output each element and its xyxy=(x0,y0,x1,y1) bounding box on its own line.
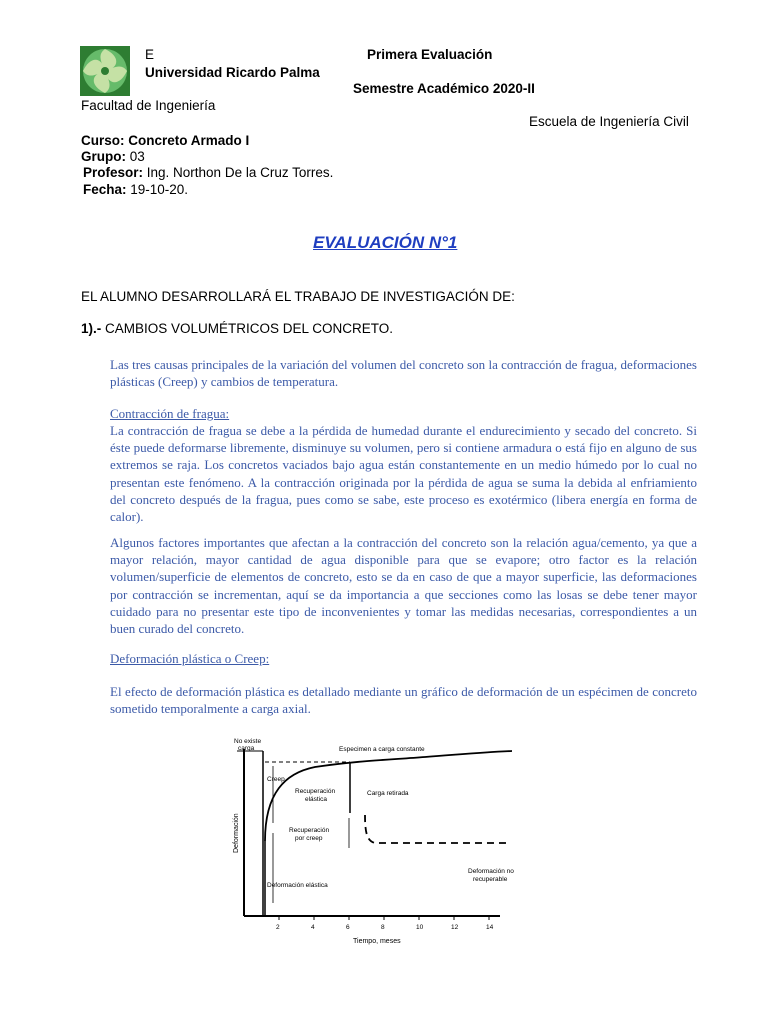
elastic-recovery-label-1: Recuperación xyxy=(295,788,336,795)
no-load-label-1: No existe xyxy=(234,738,262,745)
university-logo xyxy=(80,46,130,96)
header-e-label: E xyxy=(145,47,155,62)
date-label: Fecha: xyxy=(83,182,127,197)
section-title: CAMBIOS VOLUMÉTRICOS DEL CONCRETO. xyxy=(101,321,394,336)
professor-value: Ing. Northon De la Cruz Torres. xyxy=(143,165,334,180)
y-axis-label: Deformación xyxy=(233,813,240,853)
creep-recovery-label-1: Recuperación xyxy=(289,827,330,834)
load-removed-label: Carga retirada xyxy=(367,790,409,797)
course-label: Curso: Concreto Armado I xyxy=(81,133,250,148)
group-value: 03 xyxy=(126,149,145,164)
semester-label: Semestre Académico 2020-II xyxy=(353,81,535,96)
school-label: Escuela de Ingeniería Civil xyxy=(529,114,689,129)
paragraph-factores: Algunos factores importantes que afectan a la contracción del concreto son la relación agua/cemento, ya que a mayor relación, mayor cantidad de agua disponible para que se evapore; otro factor es la relación volumen/superficie de elementos de concreto, esto se da en caso de que a mayor superficie, las deformaciones por contracción se incrementan, aquí se da importancia a que secciones como las losas se debe tener mayor cuidado para no presentar este tipo de inconvenientes y tomar las medidas necesarias, correspondientes a un buen curado del concreto. xyxy=(110,535,697,637)
logo-swirl-icon xyxy=(80,46,130,96)
x-tick-label: 14 xyxy=(486,924,494,931)
faculty-label: Facultad de Ingeniería xyxy=(81,98,216,113)
evaluation-label: Primera Evaluación xyxy=(367,47,493,62)
constant-load-label: Especimen a carga constante xyxy=(339,746,425,753)
elastic-deformation-label: Deformación elástica xyxy=(267,882,328,889)
professor-label: Profesor: xyxy=(83,165,144,180)
section-heading xyxy=(81,321,393,336)
x-tick-label: 2 xyxy=(276,924,280,931)
creep-deformation-chart xyxy=(225,733,515,945)
x-axis-label: Tiempo, meses xyxy=(353,938,401,945)
group-label: Grupo: xyxy=(81,149,126,164)
paragraph-causes: Las tres causas principales de la variación del volumen del concreto son la contracción de fragua, deformaciones plásticas (Creep) y cambios de temperatura. xyxy=(110,357,697,390)
x-tick-label: 6 xyxy=(346,924,350,931)
creep-recovery-label-2: por creep xyxy=(295,835,323,842)
creep-label: Creep xyxy=(267,776,285,783)
permanent-label-2: recuperable xyxy=(473,876,508,883)
date-value: 19-10-20. xyxy=(126,182,189,197)
date-line xyxy=(83,182,188,197)
creep-recovery-curve xyxy=(365,815,510,843)
no-load-label-2: carga xyxy=(238,745,255,752)
section-number: 1).- xyxy=(81,321,102,336)
x-tick-label: 8 xyxy=(381,924,385,931)
elastic-recovery-label-2: elástica xyxy=(305,796,328,803)
paragraph-creep: El efecto de deformación plástica es detallado mediante un gráfico de deformación de un espécimen de concreto sometido temporalmente a carga axial. xyxy=(110,684,697,717)
university-name: Universidad Ricardo Palma xyxy=(145,65,320,80)
heading-contraccion: Contracción de fragua: xyxy=(110,406,230,421)
permanent-label-1: Deformación no xyxy=(468,868,514,875)
intro-text: EL ALUMNO DESARROLLARÁ EL TRABAJO DE INVESTIGACIÓN DE: xyxy=(81,289,515,304)
x-tick-label: 4 xyxy=(311,924,315,931)
professor-line xyxy=(83,165,333,180)
page-title: EVALUACIÓN N°1 xyxy=(313,233,458,252)
heading-creep: Deformación plástica o Creep: xyxy=(110,651,270,666)
x-tick-label: 12 xyxy=(451,924,459,931)
x-tick-label: 10 xyxy=(416,924,424,931)
paragraph-contraccion: La contracción de fragua se debe a la pérdida de humedad durante el endurecimiento y secado del concreto. Si éste puede deformarse libremente, disminuye su volumen, pero si contiene armadura o está fijo en alguno de sus extremos se raja. Los concretos vaciados bajo agua están constantemente en un medio húmedo por lo cual no presentan este fenómeno. A la contracción originada por la pérdida de agua se suma la debida al enfriamiento del concreto después de la fragua, pues como se sabe, este proceso es exotérmico (libera energía en forma de calor). xyxy=(110,423,697,525)
group-line xyxy=(81,149,145,164)
